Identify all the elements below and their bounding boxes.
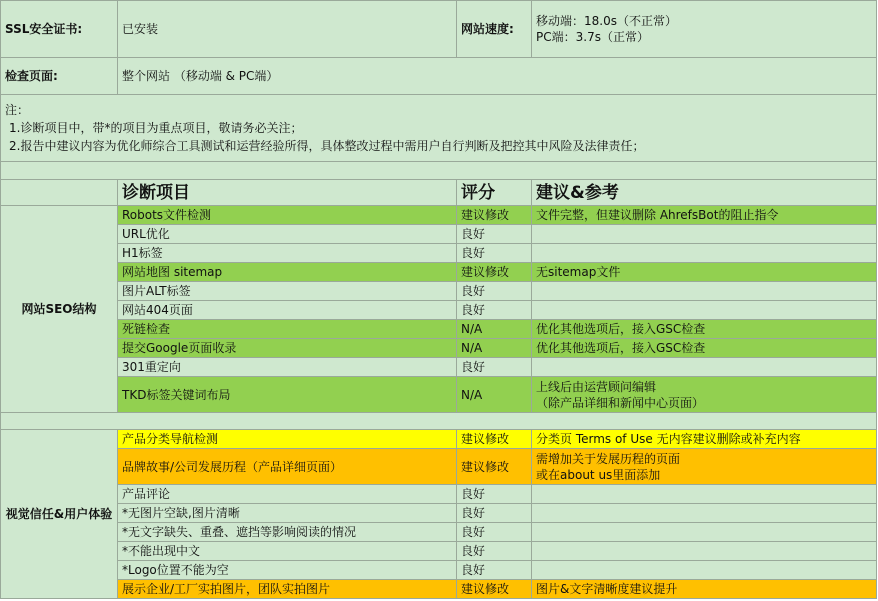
row-advice (532, 282, 877, 301)
row-advice (532, 244, 877, 263)
page-row (1, 58, 877, 95)
row-score: 建议修改 (457, 206, 532, 225)
row-item: URL优化 (118, 225, 457, 244)
table-row (1, 523, 877, 542)
row-advice (532, 504, 877, 523)
table-row (1, 449, 877, 485)
notes-cell (1, 95, 877, 162)
header-advice: 建议&参考 (532, 180, 877, 206)
row-item: *不能出现中文 (118, 542, 457, 561)
row-score: 良好 (457, 358, 532, 377)
row-advice (532, 225, 877, 244)
table-row (1, 430, 877, 449)
table-row (1, 320, 877, 339)
section-ux-name: 视觉信任&用户体验 (1, 430, 118, 599)
row-item: 产品分类导航检测 (118, 430, 457, 449)
table-row (1, 263, 877, 282)
section-seo-name: 网站SEO结构 (1, 206, 118, 413)
row-score: 建议修改 (457, 430, 532, 449)
row-score: 良好 (457, 282, 532, 301)
ssl-row (1, 1, 877, 58)
row-advice (532, 377, 877, 413)
notes-line2: 2.报告中建议内容为优化师综合工具测试和运营经验所得，具体整改过程中需用户自行判断及把控其中风险及法律责任； (9, 139, 645, 153)
row-advice: 优化其他选项后，接入GSC检查 (532, 339, 877, 358)
notes-row (1, 95, 877, 162)
table-row (1, 301, 877, 320)
row-advice-line1: 需增加关于发展历程的页面 (536, 451, 681, 466)
row-item: H1标签 (118, 244, 457, 263)
row-advice (532, 358, 877, 377)
page-label: 检查页面: (1, 58, 118, 95)
row-score: N/A (457, 320, 532, 339)
table-row (1, 377, 877, 413)
row-advice (532, 485, 877, 504)
header-item: 诊断项目 (118, 180, 457, 206)
row-advice (532, 523, 877, 542)
row-score: 建议修改 (457, 449, 532, 485)
row-advice (532, 561, 877, 580)
spacer-row (1, 162, 877, 180)
row-advice: 分类页 Terms of Use 无内容建议删除或补充内容 (532, 430, 877, 449)
row-item: 提交Google页面收录 (118, 339, 457, 358)
row-advice: 文件完整，但建议删除 AhrefsBot的阻止指令 (532, 206, 877, 225)
row-score: 良好 (457, 523, 532, 542)
row-item: 产品评论 (118, 485, 457, 504)
row-score: 建议修改 (457, 263, 532, 282)
row-score: N/A (457, 377, 532, 413)
row-advice-line2: （除产品详细和新闻中心页面） (536, 395, 705, 410)
table-row (1, 225, 877, 244)
row-item: 品牌故事/公司发展历程（产品详细页面） (118, 449, 457, 485)
row-score: 良好 (457, 225, 532, 244)
row-score: 良好 (457, 542, 532, 561)
row-score: N/A (457, 339, 532, 358)
row-score: 良好 (457, 244, 532, 263)
table-header-row (1, 180, 877, 206)
spacer-cell (1, 162, 877, 180)
spacer-row (1, 413, 877, 430)
table-row (1, 542, 877, 561)
row-advice (532, 301, 877, 320)
row-score: 良好 (457, 561, 532, 580)
row-score: 良好 (457, 301, 532, 320)
speed-label: 网站速度: (457, 1, 532, 58)
speed-mobile: 移动端：18.0s（不正常） (536, 14, 677, 28)
row-item: 图片ALT标签 (118, 282, 457, 301)
notes-title: 注： (5, 103, 30, 117)
row-item: Robots文件检测 (118, 206, 457, 225)
row-score: 良好 (457, 485, 532, 504)
page-value: 整个网站 （移动端 & PC端） (118, 58, 877, 95)
table-row (1, 504, 877, 523)
row-item: *无文字缺失、重叠、遮挡等影响阅读的情况 (118, 523, 457, 542)
row-item: 网站404页面 (118, 301, 457, 320)
table-row (1, 358, 877, 377)
row-item: *Logo位置不能为空 (118, 561, 457, 580)
row-score: 建议修改 (457, 580, 532, 599)
table-row (1, 580, 877, 599)
row-advice-line1: 上线后由运营顾问编辑 (536, 379, 657, 394)
ssl-label: SSL安全证书: (1, 1, 118, 58)
row-advice: 优化其他选项后，接入GSC检查 (532, 320, 877, 339)
row-item: 301重定向 (118, 358, 457, 377)
notes-line1: 1.诊断项目中，带*的项目为重点项目，敬请务必关注； (9, 121, 303, 135)
speed-pc: PC端：3.7s（正常） (536, 30, 649, 44)
table-row (1, 244, 877, 263)
header-blank (1, 180, 118, 206)
speed-value (532, 1, 877, 58)
row-advice (532, 542, 877, 561)
table-row (1, 485, 877, 504)
row-item: 死链检查 (118, 320, 457, 339)
row-score: 良好 (457, 504, 532, 523)
row-item: TKD标签关键词布局 (118, 377, 457, 413)
table-row (1, 339, 877, 358)
table-row (1, 282, 877, 301)
row-advice-line2: 或在about us里面添加 (536, 467, 661, 482)
row-item: 网站地图 sitemap (118, 263, 457, 282)
ssl-value: 已安装 (118, 1, 457, 58)
row-advice: 图片&文字清晰度建议提升 (532, 580, 877, 599)
table-row (1, 206, 877, 225)
header-score: 评分 (457, 180, 532, 206)
spacer-cell (1, 413, 877, 430)
row-advice: 无sitemap文件 (532, 263, 877, 282)
row-advice (532, 449, 877, 485)
row-item: *无图片空缺,图片清晰 (118, 504, 457, 523)
table-row (1, 561, 877, 580)
row-item: 展示企业/工厂实拍图片，团队实拍图片 (118, 580, 457, 599)
